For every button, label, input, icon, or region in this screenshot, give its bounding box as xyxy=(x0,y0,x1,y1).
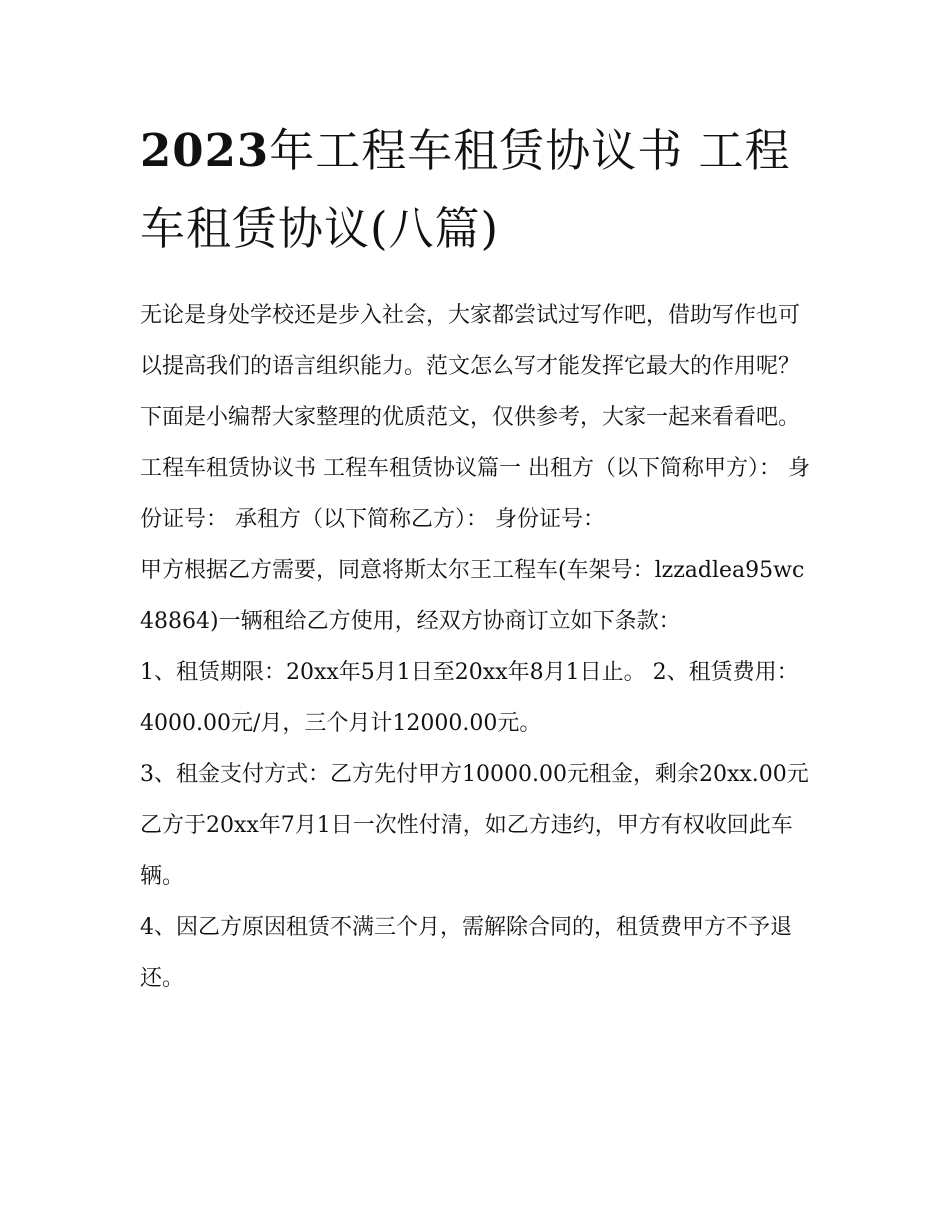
parties-paragraph: 工程车租赁协议书 工程车租赁协议篇一 出租方（以下简称甲方）： 身份证号： 承租方（以下简称乙方）： 身份证号： xyxy=(140,456,810,532)
title-year: 2023 xyxy=(140,124,270,177)
clause-4-paragraph: 4、因乙方原因租赁不满三个月，需解除合同的，租赁费甲方不予退还。 xyxy=(140,915,792,991)
document-title xyxy=(140,112,812,268)
title-text: 年工程车租赁协议书 工程车租赁协议(八篇) xyxy=(140,124,791,255)
intro-paragraph: 无论是身处学校还是步入社会，大家都尝试过写作吧，借助写作也可以提高我们的语言组织能力。范文怎么写才能发挥它最大的作用呢？下面是小编帮大家整理的优质范文，仅供参考，大家一起来看看吧。 xyxy=(140,303,801,430)
agreement-paragraph: 甲方根据乙方需要，同意将斯太尔王工程车(车架号：lzzadlea95wc48864)一辆租给乙方使用，经双方协商订立如下条款： xyxy=(140,558,805,634)
document-page xyxy=(140,112,812,1004)
clause-3-paragraph: 3、租金支付方式：乙方先付甲方10000.00元租金，剩余20xx.00元乙方于20xx年7月1日一次性付清，如乙方违约，甲方有权收回此车辆。 xyxy=(140,762,809,889)
clause-1-2-paragraph: 1、租赁期限：20xx年5月1日至20xx年8月1日止。 2、租赁费用：4000.00元/月，三个月计12000.00元。 xyxy=(140,660,799,736)
document-body xyxy=(140,290,812,1004)
